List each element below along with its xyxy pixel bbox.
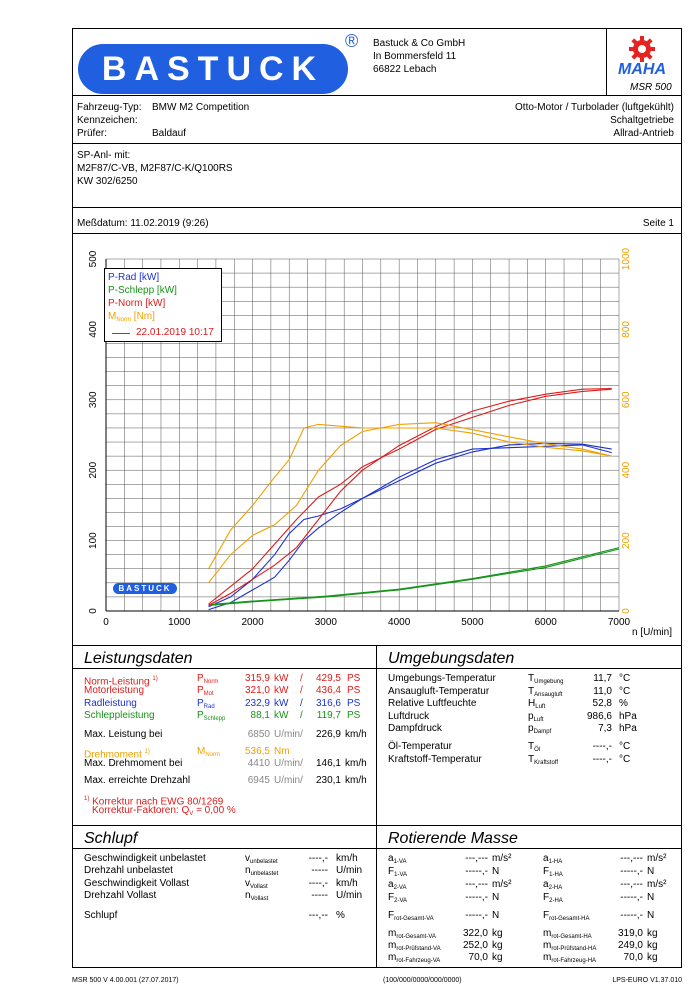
slip-unit: % [336, 910, 345, 921]
y-left-tick-label: 200 [88, 461, 99, 479]
mass-unit: N [647, 892, 655, 903]
header-divider [606, 28, 607, 96]
vehicle-type-value: BMW M2 Competition [152, 102, 250, 113]
env-unit: % [619, 698, 628, 709]
bastuck-logo-text: BASTUCK [101, 50, 325, 88]
x-tick-label: 0 [103, 617, 109, 628]
y-left-tick-label: 500 [88, 250, 99, 268]
power-ps-value: 436,4 [315, 685, 341, 697]
tester-value: Baldauf [152, 128, 186, 139]
correction-note: $^{1)}$ Korrektur nach EWG 80/1269 [84, 796, 224, 808]
results-header-line [72, 668, 682, 669]
x-tick-label: 2000 [241, 617, 264, 628]
torque-unit: Nm [274, 746, 290, 757]
max-rpm-speed-unit: km/h [345, 775, 367, 786]
slip-row-value: ----,- [308, 853, 328, 864]
mass-unit: N [647, 910, 655, 921]
mass-symbol: $a_{2-HA}$ [543, 879, 563, 891]
env-value: ----,- [592, 753, 612, 765]
mass-unit: N [647, 866, 655, 877]
engine-type: Otto-Motor / Turbolader (luftgekühlt) [515, 102, 674, 113]
slip-row-label: Geschwindigkeit Vollast [84, 877, 190, 889]
mass-unit: N [492, 910, 500, 921]
sp-box [72, 144, 682, 208]
mass-value: -----,- [465, 892, 488, 903]
series-line-3 [209, 548, 619, 605]
mass-value: -----,- [620, 866, 643, 877]
slip-row-symbol: $n_{unbelastet}$ [245, 865, 279, 878]
company-city: 66822 Lebach [373, 64, 437, 75]
power-ps-value: 316,6 [315, 697, 341, 709]
power-ps-value: 119,7 [316, 709, 341, 721]
env-unit: hPa [619, 723, 637, 734]
masse-title: Rotierende Masse [388, 830, 518, 847]
mass-value: ---,--- [465, 879, 488, 890]
mass-unit: kg [647, 940, 658, 951]
slip-header-line [72, 848, 682, 849]
mass-value: 70,0 [623, 952, 643, 963]
power-separator: / [300, 673, 303, 684]
mass-symbol: $m_{rot-Fahrzeug-HA}$ [543, 952, 597, 964]
mass-unit: m/s² [647, 853, 667, 864]
power-kw-unit: kW [274, 709, 289, 721]
series-line-4 [209, 389, 612, 606]
slip-row-unit: km/h [336, 853, 358, 864]
slip-row-label: Geschwindigkeit unbelastet [84, 853, 206, 864]
x-tick-label: 3000 [314, 617, 337, 628]
results-divider [376, 646, 377, 826]
slip-label: Schlupf [84, 910, 118, 921]
env-label: Öl-Temperatur [388, 741, 452, 752]
sp-line2: M2F87/C-VB, M2F87/C-K/Q100RS [77, 163, 233, 174]
env-symbol: $H_{Luft}$ [528, 698, 546, 710]
series-line-5 [209, 389, 612, 604]
umgebung-title: Umgebungsdaten [388, 650, 515, 667]
max-rpm-speed: 230,1 [315, 775, 341, 786]
env-value: 11,0 [593, 685, 612, 697]
mass-unit: kg [647, 928, 658, 939]
mass-symbol: $a_{1-HA}$ [543, 853, 563, 865]
mass-value: ---,--- [620, 879, 643, 890]
power-separator: / [300, 697, 303, 709]
max-power-rpm: 6850 [247, 729, 270, 740]
power-kw-value: 321,0 [244, 685, 270, 697]
slip-row-label: Drehzahl unbelastet [84, 865, 173, 877]
mass-unit: N [492, 866, 500, 877]
mass-value: -----,- [465, 910, 488, 921]
drive: Allrad-Antrieb [613, 128, 674, 139]
slip-row-value: ----- [311, 889, 328, 901]
max-torque-speed-unit: km/h [345, 758, 367, 769]
max-rpm-label: Max. erreichte Drehzahl [84, 775, 191, 786]
power-ps-unit: PS [347, 685, 361, 697]
max-torque-rpm: 4410 [247, 758, 270, 769]
sp-line1: SP-Anl- mit: [77, 150, 131, 161]
footer-code: (100/000/0000/000/0000) [383, 977, 462, 984]
env-symbol: $T_{Umgebung}$ [528, 673, 564, 685]
product-name: MSR 500 [630, 82, 672, 93]
legend-ref-line [112, 333, 130, 334]
mass-unit: m/s² [492, 853, 512, 864]
legend-prad: P-Rad [kW] [108, 272, 160, 283]
mass-value: ---,--- [465, 853, 488, 864]
power-separator: / [300, 685, 303, 697]
power-ps-unit: PS [347, 673, 361, 684]
mass-value: -----,- [620, 910, 643, 921]
torque-symbol: $M_{Norm}$ [197, 746, 221, 758]
legend-ref-date: 22.01.2019 10:17 [136, 327, 214, 338]
y-left-tick-label: 0 [88, 608, 99, 614]
x-tick-label: 4000 [388, 617, 411, 628]
power-symbol: $P_{Schlepp}$ [197, 709, 226, 722]
power-kw-value: 88,1 [250, 709, 270, 721]
mass-unit: m/s² [647, 879, 667, 890]
y-left-tick-label: 100 [88, 532, 99, 549]
series-line-6 [209, 423, 612, 583]
mass-value: -----,- [465, 866, 488, 877]
mass-value: 249,0 [617, 940, 643, 951]
power-ps-unit: PS [347, 709, 361, 721]
env-value: 7,3 [598, 723, 612, 734]
mass-unit: kg [492, 952, 503, 963]
slip-row-value: ----,- [308, 877, 328, 889]
maha-gear-icon [623, 35, 661, 63]
power-label: Norm-Leistung $^{1)}$ [84, 676, 158, 688]
env-unit: °C [619, 673, 631, 684]
mass-value: ---,--- [620, 853, 643, 864]
footer-version: MSR 500 V 4.00.001 (27.07.2017) [72, 977, 179, 984]
y-right-tick-label: 400 [621, 461, 632, 479]
gearbox: Schaltgetriebe [610, 115, 674, 126]
vehicle-type-label: Fahrzeug-Typ: [77, 102, 142, 113]
y-left-tick-label: 300 [88, 391, 99, 409]
legend-mnorm: $M_{Norm}$ [Nm] [108, 311, 155, 323]
y-left-tick-label: 400 [88, 321, 99, 338]
mass-unit: kg [647, 952, 658, 963]
mass-symbol: $F_{rot-Gesamt-VA}$ [388, 910, 434, 922]
torque-label: Drehmoment $^{1)}$ [84, 749, 150, 761]
max-rpm-unit: U/min/ [274, 775, 303, 786]
env-unit: °C [619, 753, 631, 765]
power-symbol: $P_{Mot}$ [197, 685, 214, 698]
registered-mark: ® [345, 31, 359, 51]
maha-logo-text: MAHA [618, 61, 666, 78]
slip-row-symbol: $n_{Vollast}$ [245, 889, 269, 902]
slip-row-unit: U/min [336, 865, 363, 877]
mass-value: 319,0 [617, 928, 643, 939]
mass-symbol: $m_{rot-Fahrzeug-VA}$ [388, 952, 441, 964]
series-line-1 [209, 445, 612, 607]
torque-value: 536,5 [244, 746, 270, 757]
mass-symbol: $F_{rot-Gesamt-HA}$ [543, 910, 590, 922]
env-label: Ansaugluft-Temperatur [388, 685, 490, 697]
measure-date: Meßdatum: 11.02.2019 (9:26) [77, 218, 209, 229]
env-value: 52,8 [592, 698, 612, 709]
y-right-tick-label: 800 [621, 321, 632, 338]
tester-label: Prüfer: [77, 128, 108, 139]
max-power-label: Max. Leistung bei [84, 729, 163, 740]
env-label: Umgebungs-Temperatur [388, 673, 496, 684]
max-power-speed: 226,9 [315, 729, 341, 740]
company-name: Bastuck & Co GmbH [373, 38, 466, 49]
power-label: Radleistung [84, 697, 137, 709]
max-power-row [84, 729, 162, 741]
power-symbol: $P_{Norm}$ [197, 673, 219, 685]
max-torque-rpm-unit: U/min/ [274, 758, 303, 769]
page-number: Seite 1 [642, 218, 674, 229]
env-symbol: $p_{Dampf}$ [528, 723, 552, 735]
chart-watermark-text: BASTUCK [118, 584, 172, 593]
sp-line3: KW 302/6250 [77, 176, 138, 187]
env-unit: °C [619, 741, 631, 752]
mass-unit: N [492, 892, 500, 903]
power-kw-value: 232,9 [244, 697, 270, 709]
env-value: ----,- [592, 741, 612, 752]
x-tick-label: 7000 [607, 617, 631, 628]
slip-row-unit: km/h [336, 877, 358, 889]
env-label: Kraftstoff-Temperatur [388, 753, 482, 765]
y-right-tick-label: 600 [621, 391, 632, 409]
max-rpm: 6945 [247, 775, 270, 786]
mass-symbol: $F_{2-VA}$ [388, 892, 408, 904]
y-right-tick-label: 0 [621, 608, 632, 614]
power-label: Motorleistung [84, 685, 145, 697]
mass-value: 322,0 [462, 928, 488, 939]
max-torque-speed: 146,1 [315, 758, 341, 769]
mass-value: 70,0 [468, 952, 488, 963]
power-kw-unit: kW [274, 685, 289, 697]
legend-pnorm: P-Norm [kW] [108, 298, 166, 309]
max-torque-label: Max. Drehmoment bei [84, 758, 183, 769]
plate-label: Kennzeichen: [77, 115, 138, 126]
mass-symbol: $F_{1-HA}$ [543, 866, 563, 878]
power-kw-unit: kW [274, 673, 289, 684]
x-tick-label: 5000 [461, 617, 484, 628]
env-symbol: $p_{Luft}$ [528, 710, 544, 723]
env-value: 11,7 [593, 673, 612, 684]
company-street: In Bommersfeld 11 [373, 51, 457, 62]
mass-symbol: $m_{rot-Prüfstand-VA}$ [388, 940, 441, 952]
schlupf-title: Schlupf [84, 830, 138, 847]
slip-row-symbol: $v_{unbelastet}$ [245, 853, 278, 865]
mass-symbol: $a_{2-VA}$ [388, 879, 407, 891]
y-right-tick-label: 1000 [621, 247, 632, 271]
leistung-title: Leistungsdaten [84, 650, 193, 667]
env-unit: hPa [619, 710, 637, 722]
slip-row-unit: U/min [336, 889, 363, 901]
y-right-tick-label: 200 [621, 532, 632, 549]
env-symbol: $T_{Ansaugluft}$ [528, 685, 563, 698]
env-value: 986,6 [586, 710, 612, 722]
env-label: Relative Luftfeuchte [388, 698, 477, 709]
mass-unit: kg [492, 940, 503, 951]
mass-unit: kg [492, 928, 503, 939]
legend-pschlepp: P-Schlepp [kW] [108, 285, 177, 296]
env-label: Luftdruck [388, 710, 430, 722]
slip-row-symbol: $v_{Vollast}$ [245, 877, 268, 890]
footer-lps: LPS-EURO V1.37.010 [612, 977, 682, 984]
env-symbol: $T_{Öl}$ [528, 741, 541, 753]
power-symbol: $P_{Rad}$ [197, 697, 215, 710]
mass-symbol: $m_{rot-Prüfstand-HA}$ [543, 940, 597, 952]
mass-symbol: $a_{1-VA}$ [388, 853, 407, 865]
env-unit: °C [619, 685, 631, 697]
power-ps-value: 429,5 [315, 673, 341, 684]
x-axis-label: n [U/min] [631, 627, 672, 638]
slip-value: ---,-- [308, 910, 328, 921]
mass-symbol: $m_{rot-Gesamt-VA}$ [388, 928, 436, 940]
mass-unit: m/s² [492, 879, 512, 890]
slip-row-label: Drehzahl Vollast [84, 889, 157, 901]
power-separator: / [300, 709, 303, 721]
x-tick-label: 1000 [168, 617, 191, 628]
x-tick-label: 6000 [534, 617, 557, 628]
power-kw-value: 315,9 [244, 673, 270, 684]
power-kw-unit: kW [274, 697, 289, 709]
slip-row-value: ----- [311, 865, 328, 877]
mass-symbol: $F_{2-HA}$ [543, 892, 563, 904]
mass-value: 252,0 [462, 940, 488, 951]
power-label: Schleppleistung [84, 709, 155, 721]
mass-symbol: $m_{rot-Gesamt-HA}$ [543, 928, 592, 940]
correction-factor: Korrektur-Faktoren: $Q_V = 0,00$ % [92, 805, 236, 817]
max-power-speed-unit: km/h [345, 729, 367, 740]
env-label: Dampfdruck [388, 723, 442, 734]
power-ps-unit: PS [347, 697, 361, 709]
slip-divider [376, 826, 377, 968]
max-power-rpm-unit: U/min/ [274, 729, 303, 740]
mass-value: -----,- [620, 892, 643, 903]
env-symbol: $T_{Kraftstoff}$ [528, 753, 559, 766]
mass-symbol: $F_{1-VA}$ [388, 866, 408, 878]
